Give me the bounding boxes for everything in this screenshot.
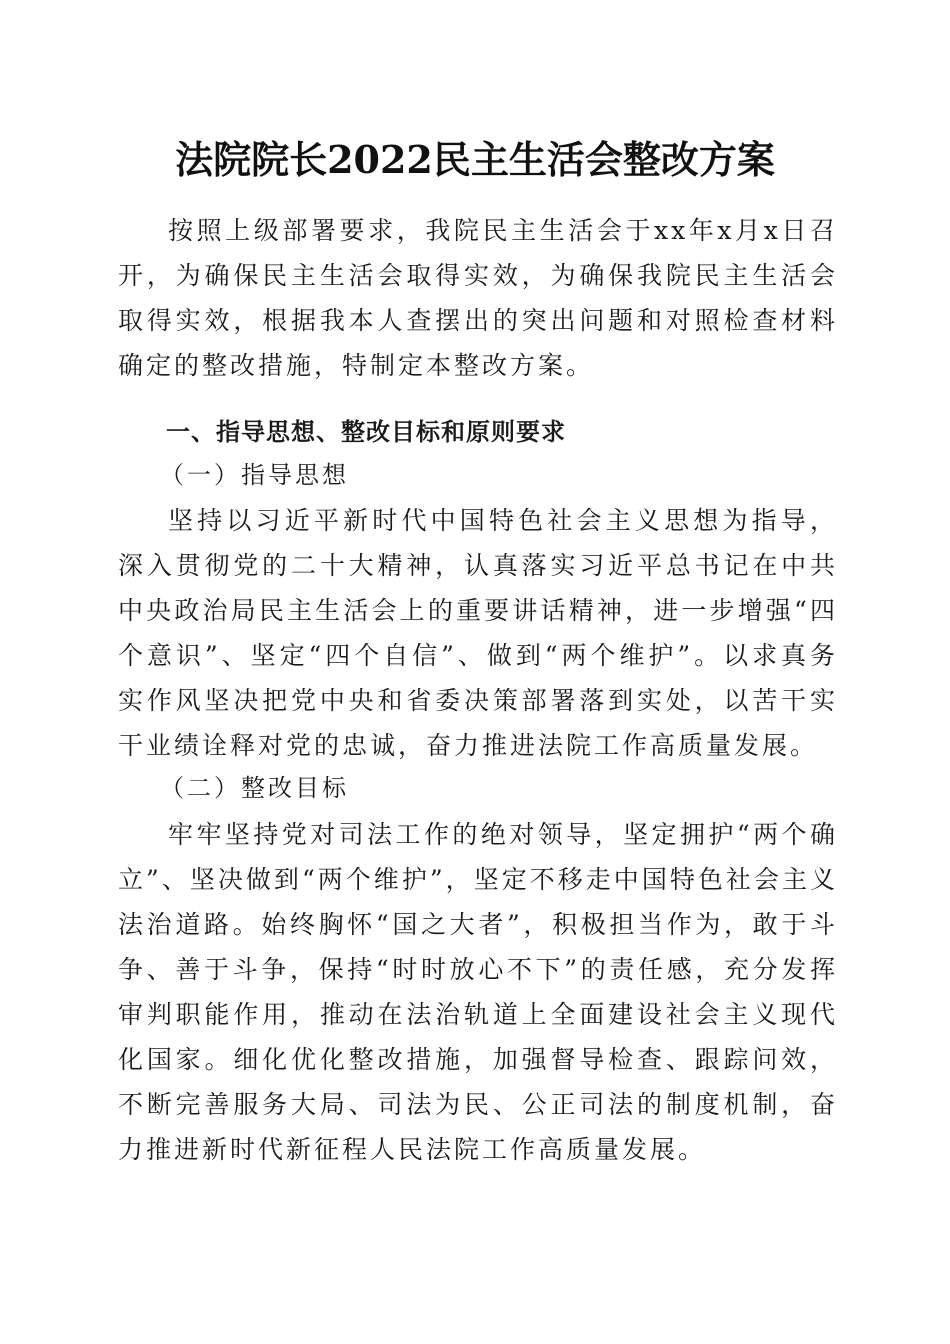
subsection-1-heading: （一）指导思想 [160,461,349,489]
section-1-heading: 一、指导思想、整改目标和原则要求 [166,418,566,446]
intro-paragraph: 按照上级部署要求，我院民主生活会于xx年x月x日召开，为确保民主生活会取得实效，为确保我院民主生活会取得实效，根据我本人查摆出的突出问题和对照检查材料确定的整改措施，特制定本整改方案。 [118,216,838,380]
subsection-1-body: 坚持以习近平新时代中国特色社会主义思想为指导，深入贯彻党的二十大精神，认真落实习近平总书记在中共中央政治局民主生活会上的重要讲话精神，进一步增强“四个意识”、坚定“四个自信”、做到“两个维护”。以求真务实作风坚决把党中央和省委决策部署落到实处，以苦干实干业绩诠释对党的忠诚，奋力推进法院工作高质量发展。 [118,506,838,760]
subsection-2-body: 牢牢坚持党对司法工作的绝对领导，坚定拥护“两个确立”、坚决做到“两个维护”，坚定不移走中国特色社会主义法治道路。始终胸怀“国之大者”，积极担当作为，敢于斗争、善于斗争，保持“时时放心不下”的责任感，充分发挥审判职能作用，推动在法治轨道上全面建设社会主义现代化国家。细化优化整改措施，加强督导检查、跟踪问效，不断完善服务大局、司法为民、公正司法的制度机制，奋力推进新时代新征程人民法院工作高质量发展。 [118,820,838,1164]
subsection-2-heading: （二）整改目标 [160,774,349,802]
document-title: 法院院长2022民主生活会整改方案 [175,137,775,182]
